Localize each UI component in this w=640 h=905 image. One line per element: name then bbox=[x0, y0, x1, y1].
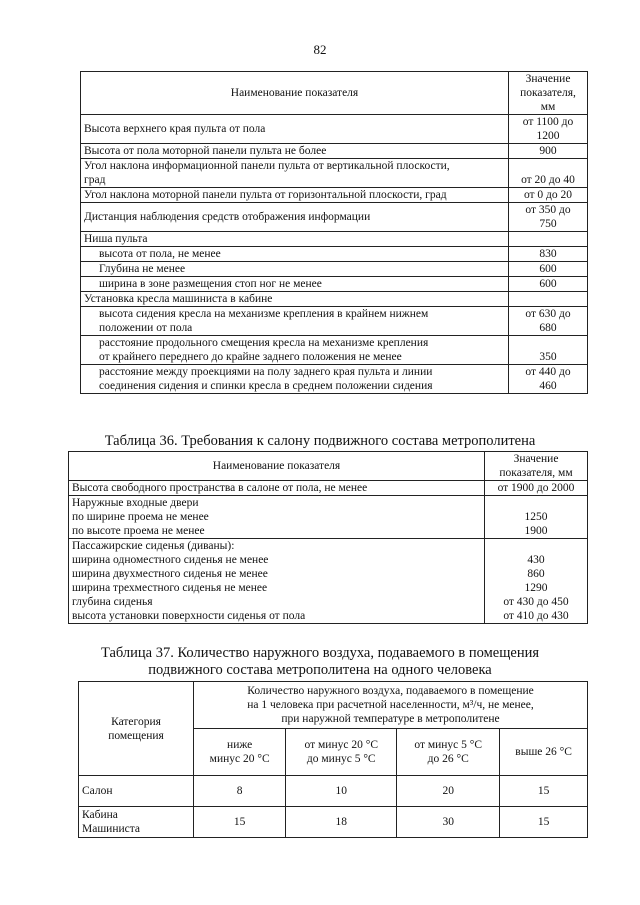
text-line: ширина двухместного сиденья не менее bbox=[72, 568, 268, 580]
text-line: Угол наклона моторной панели пульта от горизонтальной плоскости, град bbox=[84, 189, 447, 201]
table-36-header bbox=[69, 452, 588, 481]
text-line: ширина в зоне размещения стоп ног не менее bbox=[99, 278, 322, 290]
row-value bbox=[485, 539, 588, 624]
table-row bbox=[81, 307, 588, 336]
text-line: 680 bbox=[539, 322, 557, 334]
row-value bbox=[509, 203, 588, 232]
table-row bbox=[79, 776, 588, 807]
row-name bbox=[81, 188, 509, 203]
text-line: 830 bbox=[539, 248, 557, 260]
table-row bbox=[81, 336, 588, 365]
row-value bbox=[485, 496, 588, 539]
row-name bbox=[81, 307, 509, 336]
text-line: 430 bbox=[527, 554, 545, 566]
text-line: по ширине проема не менее bbox=[72, 511, 209, 523]
row-value: 18 bbox=[286, 807, 397, 838]
row-value: 15 bbox=[500, 807, 588, 838]
text-line: расстояние между проекциями на полу заднего края пульта и линии bbox=[99, 366, 433, 378]
page-number: 82 bbox=[313, 42, 327, 57]
text-line: Пассажирские сиденья (диваны): bbox=[72, 540, 235, 552]
row-name bbox=[69, 481, 485, 496]
table-36-caption: Таблица 36. Требования к салону подвижного состава метрополитена bbox=[104, 433, 536, 449]
t37-group-header: Количество наружного воздуха, подаваемого в помещение на 1 человека при расчетной населенности, м³/ч, не менее, при наружной температуре в метрополитене bbox=[194, 682, 588, 729]
table-row bbox=[81, 144, 588, 159]
table-row bbox=[81, 247, 588, 262]
text-line: 900 bbox=[539, 145, 557, 157]
table-row bbox=[79, 807, 588, 838]
row-value bbox=[509, 232, 588, 247]
row-value bbox=[509, 188, 588, 203]
text-line: Кабина bbox=[82, 809, 118, 821]
t37-sub-header bbox=[286, 729, 397, 776]
table-row bbox=[81, 365, 588, 394]
table-37-caption: Таблица 37. Количество наружного воздуха, подаваемого в помещения подвижного состава метрополитена на одного человека bbox=[100, 645, 540, 678]
table-35 bbox=[80, 71, 588, 394]
text-line: Салон bbox=[82, 785, 113, 797]
text-line: 600 bbox=[539, 278, 557, 290]
table-37 bbox=[78, 681, 588, 838]
text-line: выше 26 °С bbox=[515, 746, 572, 758]
text-line bbox=[512, 232, 584, 246]
text-line: от 20 до 40 bbox=[521, 174, 575, 186]
text-line: Высота свободного пространства в салоне от пола, не менее bbox=[72, 482, 368, 494]
row-category bbox=[79, 776, 194, 807]
table-37-header-row-1 bbox=[79, 682, 588, 729]
text-line: 1250 bbox=[524, 511, 548, 523]
text-line: Установка кресла машиниста в кабине bbox=[84, 293, 273, 305]
text-line: минус 20 °С bbox=[209, 753, 270, 765]
text-line: по высоте проема не менее bbox=[72, 525, 205, 537]
row-name bbox=[81, 277, 509, 292]
row-value: 10 bbox=[286, 776, 397, 807]
row-name bbox=[81, 232, 509, 247]
table-row bbox=[81, 188, 588, 203]
table-row bbox=[81, 262, 588, 277]
row-value: 20 bbox=[397, 776, 500, 807]
text-line: 750 bbox=[539, 218, 557, 230]
t35-header-value: Значение показателя, мм bbox=[509, 72, 588, 115]
text-line bbox=[488, 496, 584, 510]
text-line: положении от пола bbox=[99, 322, 193, 334]
table-35-header bbox=[81, 72, 588, 115]
t37-sub-header bbox=[397, 729, 500, 776]
text-line: от 440 до bbox=[525, 366, 571, 378]
text-line: Глубина не менее bbox=[99, 263, 186, 275]
text-line bbox=[512, 292, 584, 306]
row-value bbox=[509, 307, 588, 336]
text-line: высота от пола, не менее bbox=[99, 248, 221, 260]
table-row bbox=[69, 481, 588, 496]
text-line: Высота верхнего края пульта от пола bbox=[84, 123, 266, 135]
row-name bbox=[69, 496, 485, 539]
t36-header-name: Наименование показателя bbox=[69, 452, 485, 481]
text-line: Наружные входные двери bbox=[72, 497, 199, 509]
text-line: Машиниста bbox=[82, 823, 141, 835]
table-36 bbox=[68, 451, 588, 624]
t37-sub-header bbox=[500, 729, 588, 776]
text-line: от 1100 до bbox=[522, 116, 574, 128]
table-row bbox=[81, 203, 588, 232]
row-value: 15 bbox=[500, 776, 588, 807]
row-name bbox=[81, 203, 509, 232]
text-line: 1290 bbox=[524, 582, 548, 594]
row-value: 8 bbox=[194, 776, 286, 807]
table-row bbox=[81, 232, 588, 247]
text-line: до 26 °С bbox=[427, 753, 469, 765]
text-line: от крайнего переднего до крайне заднего положения не менее bbox=[99, 351, 402, 363]
row-value bbox=[509, 115, 588, 144]
row-value: 30 bbox=[397, 807, 500, 838]
text-line: от 410 до 430 bbox=[503, 610, 569, 622]
text-line: расстояние продольного смещения кресла на механизме крепления bbox=[99, 337, 429, 349]
row-value bbox=[509, 277, 588, 292]
text-line: ширина трехместного сиденья не менее bbox=[72, 582, 268, 594]
text-line: высота сидения кресла на механизме крепления в крайнем нижнем bbox=[99, 308, 429, 320]
text-line: от 630 до bbox=[525, 308, 571, 320]
row-value bbox=[509, 292, 588, 307]
row-name bbox=[81, 144, 509, 159]
text-line: град bbox=[84, 174, 106, 186]
text-line: Высота от пола моторной панели пульта не более bbox=[84, 145, 327, 157]
table-row bbox=[69, 496, 588, 539]
text-line: 1200 bbox=[536, 130, 560, 142]
row-value bbox=[509, 262, 588, 277]
row-value bbox=[509, 144, 588, 159]
row-name bbox=[81, 292, 509, 307]
row-value bbox=[509, 159, 588, 188]
text-line: от минус 20 °С bbox=[304, 739, 378, 751]
t37-sub-header bbox=[194, 729, 286, 776]
row-name bbox=[81, 247, 509, 262]
table-row bbox=[69, 539, 588, 624]
t36-header-value: Значение показателя, мм bbox=[485, 452, 588, 481]
row-category bbox=[79, 807, 194, 838]
row-value bbox=[509, 365, 588, 394]
text-line: 1900 bbox=[524, 525, 548, 537]
row-value bbox=[509, 247, 588, 262]
text-line: 460 bbox=[539, 380, 557, 392]
text-line: ширина одноместного сиденья не менее bbox=[72, 554, 269, 566]
text-line bbox=[488, 539, 584, 553]
text-line: Угол наклона информационной панели пульта от вертикальной плоскости, bbox=[84, 160, 450, 172]
row-name bbox=[81, 336, 509, 365]
text-line: от 430 до 450 bbox=[503, 596, 569, 608]
row-value: 15 bbox=[194, 807, 286, 838]
t37-category-header: Категория помещения bbox=[79, 682, 194, 776]
text-line: высота установки поверхности сиденья от пола bbox=[72, 610, 306, 622]
text-line: до минус 5 °С bbox=[306, 753, 376, 765]
row-name bbox=[81, 115, 509, 144]
text-line: соединения сидения и спинки кресла в среднем положении сидения bbox=[99, 380, 433, 392]
row-name bbox=[69, 539, 485, 624]
row-value bbox=[485, 481, 588, 496]
table-row bbox=[81, 292, 588, 307]
text-line: 600 bbox=[539, 263, 557, 275]
row-value bbox=[509, 336, 588, 365]
table-row bbox=[81, 277, 588, 292]
text-line: Ниша пульта bbox=[84, 233, 148, 245]
text-line: от 350 до bbox=[525, 204, 571, 216]
text-line: Дистанция наблюдения средств отображения информации bbox=[84, 211, 371, 223]
text-line: от 0 до 20 bbox=[523, 189, 573, 201]
text-line: 860 bbox=[527, 568, 545, 580]
table-row bbox=[81, 115, 588, 144]
t35-header-name: Наименование показателя bbox=[81, 72, 509, 115]
row-name bbox=[81, 365, 509, 394]
table-row bbox=[81, 159, 588, 188]
text-line: глубина сиденья bbox=[72, 596, 153, 608]
text-line: ниже bbox=[227, 739, 253, 751]
text-line: от 1900 до 2000 bbox=[497, 482, 575, 494]
row-name bbox=[81, 159, 509, 188]
text-line: от минус 5 °С bbox=[414, 739, 483, 751]
row-name bbox=[81, 262, 509, 277]
text-line: 350 bbox=[539, 351, 557, 363]
